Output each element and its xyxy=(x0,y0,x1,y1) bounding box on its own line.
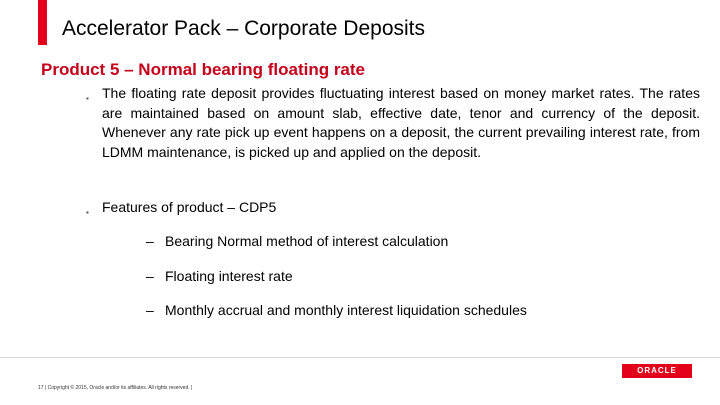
sub-bullet-item xyxy=(146,233,448,249)
bullet-marker-icon: ▪ xyxy=(86,94,89,103)
bullet-item xyxy=(86,198,700,218)
dash-marker: – xyxy=(146,233,154,249)
bullet-text: Features of product – CDP5 xyxy=(102,199,277,215)
dash-marker: – xyxy=(146,302,154,318)
slide-subtitle: Product 5 – Normal bearing floating rate xyxy=(41,60,366,79)
sub-bullet-item xyxy=(146,302,527,318)
sub-bullet-text: Bearing Normal method of interest calculation xyxy=(165,233,449,249)
slide-title: Accelerator Pack – Corporate Deposits xyxy=(62,17,425,40)
sub-bullet-item xyxy=(146,268,293,284)
sub-bullet-text: Floating interest rate xyxy=(165,268,293,284)
bullet-item xyxy=(86,84,700,162)
title-accent-bar xyxy=(38,0,47,45)
footer-copyright: 17 | Copyright © 2015, Oracle and/or its affiliates. All rights reserved. | xyxy=(38,385,193,391)
footer-divider xyxy=(0,357,720,358)
dash-marker: – xyxy=(146,268,154,284)
bullet-text: The floating rate deposit provides fluctuating interest based on money market rates. The rates are maintained based on amount slab, effective date, tenor and currency of the deposit. Whenever any rate pick up event happens on a deposit, the current prevailing interest rate, from LDMM maintenance, is picked up and applied on the deposit. xyxy=(102,85,700,160)
bullet-marker-icon: ▪ xyxy=(86,208,89,217)
oracle-logo: ORACLE xyxy=(622,364,692,378)
sub-bullet-text: Monthly accrual and monthly interest liquidation schedules xyxy=(165,302,527,318)
